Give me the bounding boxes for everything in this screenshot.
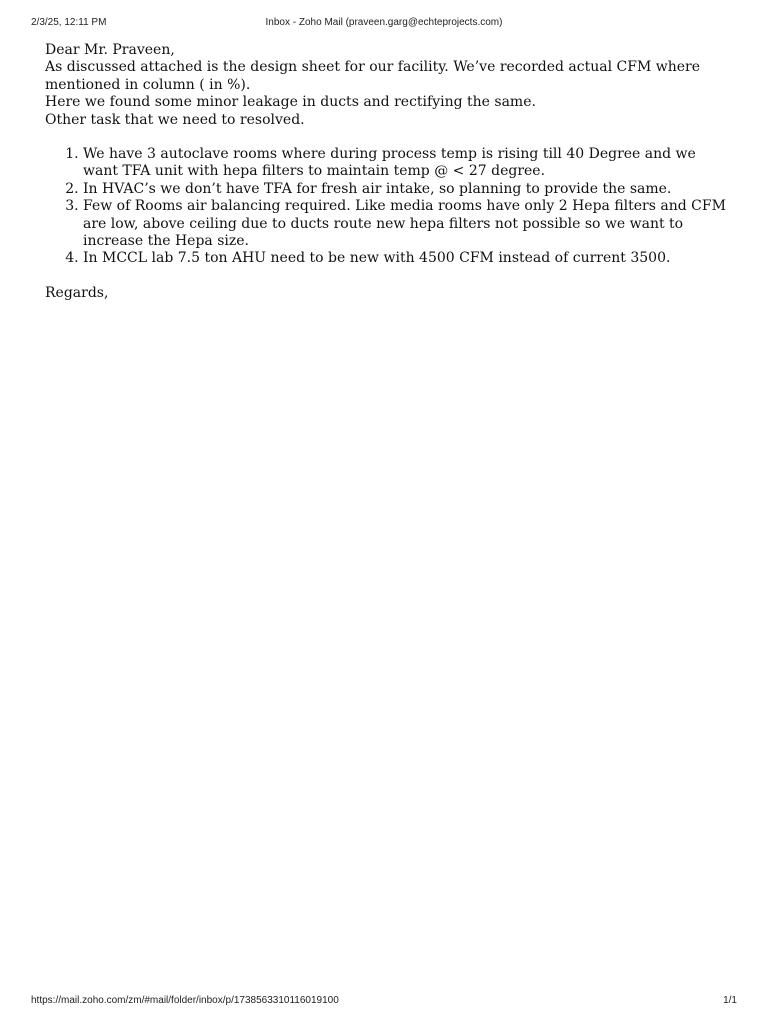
task-list-item: 2. In HVAC’s we don’t have TFA for fresh air intake, so planning to provide the same. (83, 181, 735, 198)
email-body (45, 42, 735, 302)
email-intro-line: As discussed attached is the design sheet for our facility. We’ve recorded actual CFM where mentioned in column ( in %). (45, 59, 700, 93)
email-signoff: Regards, (45, 284, 109, 301)
email-intro-line: Here we found some minor leakage in ducts and rectifying the same. (45, 94, 536, 111)
print-page-title: Inbox - Zoho Mail (praveen.garg@echteprojects.com) (265, 17, 503, 28)
task-list-item: 3. Few of Rooms air balancing required. Like media rooms have only 2 Hepa filters and CFM are low, above ceiling due to ducts route new hepa filters not possible so we want to increase the Hepa size. (83, 198, 735, 250)
print-header (0, 17, 768, 31)
email-intro-line: Other task that we need to resolved. (45, 111, 305, 128)
print-page-count: 1/1 (723, 995, 737, 1006)
task-list-item: 4. In MCCL lab 7.5 ton AHU need to be new with 4500 CFM instead of current 3500. (83, 250, 735, 267)
print-footer (0, 995, 768, 1009)
task-list (45, 146, 735, 268)
print-datetime: 2/3/25, 12:11 PM (31, 17, 107, 28)
email-greeting: Dear Mr. Praveen, (45, 42, 175, 58)
print-url: https://mail.zoho.com/zm/#mail/folder/inbox/p/1738563310116019100 (31, 995, 339, 1006)
task-list-item: 1. We have 3 autoclave rooms where during process temp is rising till 40 Degree and we want TFA unit with hepa filters to maintain temp @ < 27 degree. (83, 146, 735, 181)
